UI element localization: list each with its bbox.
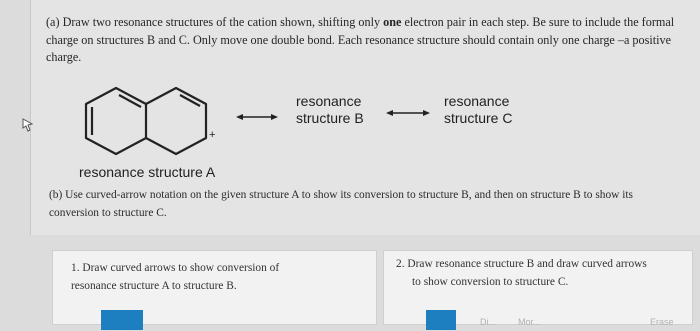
- positive-charge-label: +: [209, 129, 216, 141]
- task-card-1-number: 1.: [71, 262, 80, 274]
- structure-c-line2: structure C: [444, 110, 513, 126]
- task-card-2-text1: Draw resonance structure B and draw curved arrows: [407, 258, 647, 270]
- resonance-arrow-ab-icon: [236, 109, 278, 127]
- structure-c-label: [444, 93, 512, 127]
- mouse-cursor-icon: [22, 118, 34, 137]
- task-card-2-text2: to show conversion to structure C.: [412, 276, 569, 288]
- tool-tab-1[interactable]: Di...: [480, 317, 497, 327]
- cation-structure-a[interactable]: [80, 84, 230, 169]
- question-a-text: [46, 14, 686, 67]
- task-card-1-line1: [71, 259, 376, 277]
- structure-b-line2: structure B: [296, 110, 364, 126]
- question-a-prefix: (a) Draw two resonance structures of the cation shown, shifting only: [46, 15, 384, 29]
- resonance-arrow-bc-icon: [386, 105, 430, 123]
- structure-b-line1: resonance: [296, 93, 362, 109]
- task-card-2-line1: [396, 255, 692, 273]
- task-card-1-text1: Draw curved arrows to show conversion of: [82, 262, 280, 274]
- structure-b-label: [296, 93, 364, 127]
- task-card-1-text2: resonance structure A to structure B.: [71, 280, 237, 292]
- task-card-2[interactable]: [383, 250, 693, 325]
- task-card-2-number: 2.: [396, 258, 405, 270]
- question-a-emphasis: one: [383, 15, 402, 29]
- task-card-1[interactable]: [52, 250, 377, 325]
- tool-tab-2[interactable]: Mor...: [518, 317, 541, 327]
- question-b-text: (b) Use curved-arrow notation on the given structure A to show its conversion to structure B, and then on structure B to show its conversion to structure C.: [49, 189, 633, 219]
- question-a-suffix: electron pair in each step. Be sure to include the formal charge on structures B and C. Only move one double bond. Each resonance structure should contain only one charge –a positive charge.: [46, 15, 675, 64]
- structure-a-label: resonance structure A: [79, 164, 216, 180]
- draw-button[interactable]: [101, 310, 143, 330]
- structure-c-line1: resonance: [444, 93, 510, 109]
- erase-tab[interactable]: Erase: [650, 317, 674, 327]
- draw-button-2[interactable]: [426, 310, 456, 330]
